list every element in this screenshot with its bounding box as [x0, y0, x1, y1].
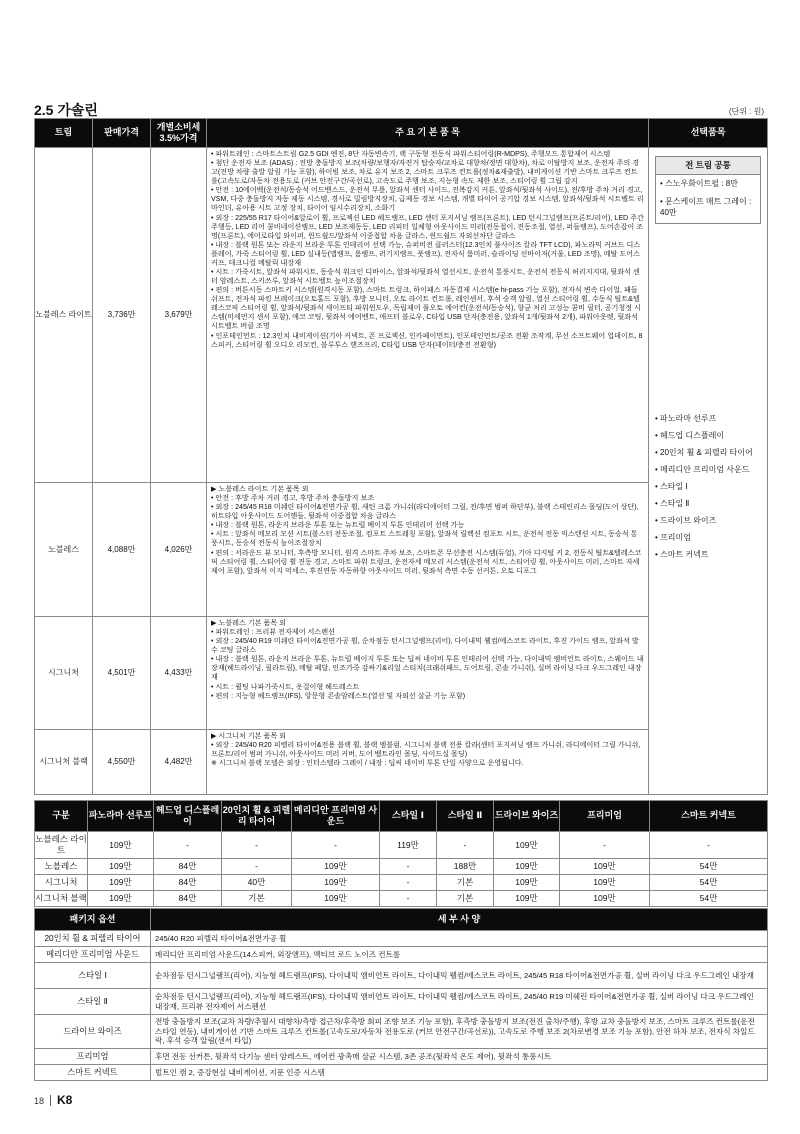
- feature-line: • 첨단 운전자 보조 (ADAS) : 전방 충돌방지 보조(차량/보행자/자전거 탑승자/교차로 대향차/정면 대향차), 차로 이탈방지 보조, 운전자 주의 경고(전방 차량 출발 알림 기능 포함), 하이빔 보조, 차로 유지 보조 2, 스마트 크루즈 컨트롤(정차&재출발), 내비게이션 기반 스마트 크루즈 컨트롤(고속도로/자동차 전용도로 (커브 안전구간/곡선로), 고속도로 주행 보조, 지능형 속도 제한 보조, 스티어링 휠 그립 감지: [211, 159, 640, 186]
- trim-name: 노블레스 라이트: [35, 148, 93, 483]
- option-cell: 119만: [380, 832, 437, 859]
- page-number: 18: [34, 1096, 45, 1106]
- options-column: [649, 148, 768, 795]
- option-cell: 84만: [154, 875, 222, 891]
- table-row: [35, 875, 768, 891]
- option-item: • 20인치 휠 & 피렐리 타이어: [655, 448, 753, 458]
- trim-price: 4,550만: [93, 730, 151, 795]
- option-cell: -: [222, 859, 292, 875]
- package-name: 메리디안 프리미엄 사운드: [35, 947, 151, 963]
- feature-line: • 외장 : 225/55 R17 타이어&알로이 휠, 프로젝션 LED 헤드램프, LED 센터 포지셔닝 램프(프론트), LED 턴시그널램프(프론트/리어), LED 주간 주행등, LED 리어 콤비네이션램프, LED 보조제동등, LED 리피터 일체형 아웃사이드 미러(전동접이, 전동조절, 열선, 퍼들램프), 도어손잡이 조명(프론트), 에어로타입 와이퍼, 윈드쉴드/앞좌석 이중접합 차음 글라스, 윈드쉴드 자외선차단 글라스: [211, 213, 644, 240]
- option-row-trim: 시그니처 블랙: [35, 891, 88, 907]
- feature-line: • 내장 : 블랙 원톤 또는 라운지 브라운 투톤 인테리어 선택 가능, 슈퍼비전 클러스터(12.3인치 풀사이즈 칼라 TFT LCD), 파노라믹 커브드 디스플레이, 가죽 스티어링 휠, LED 실내등(맵램프, 룸램프, 러기지램프, 풋램프), 전자식 룸미러, 슬라이딩 선바이저(거울, LED 조명), 메탈 도어스커프, 테크니컬 메탈릭 내장재: [211, 240, 641, 267]
- option-cell: -: [380, 891, 437, 907]
- feature-line: • 시트 : 가죽시트, 앞좌석 파워시트, 동승석 워크인 디바이스, 앞좌석/뒷좌석 열선시트, 운전석 통풍시트, 운전석 전동식 허리지지대, 뒷좌석 센터 암레스트, 스키쓰루, 앞좌석 시트벨트 높이조절장치: [211, 268, 640, 286]
- table-row: [35, 931, 768, 947]
- option-cell: 109만: [88, 859, 154, 875]
- table-row: [35, 859, 768, 875]
- trim-price: 3,736만: [93, 148, 151, 483]
- common-box-title: 전 트림 공통: [656, 157, 760, 175]
- header-options: 선택품목: [649, 119, 768, 148]
- feature-line: • 외장 : 245/40 R19 미쉐린 타이어&전면가공 휠, 순차점등 턴시그널램프(리어), 다이내믹 웰컴/에스코트 라이트, 후진 가이드 램프, 앞좌석 발수 코팅 글라스: [211, 637, 639, 655]
- package-detail: 메리디안 프리미엄 사운드(14스피커, 외장앰프), 액티브 로드 노이즈 컨트롤: [151, 947, 768, 963]
- option-header: 프리미엄: [560, 801, 650, 832]
- feature-line: • 외장 : 245/45 R18 미쉐린 타이어&전면가공 휠, 새틴 크롬 가니쉬(라디에이터 그릴, 전/후면 범퍼 하단부), 블랙 스테인리스 몰딩(도어 상단), 히트타입 아웃사이드 도어핸들, 뒷좌석 이중접합 차음 글라스: [211, 503, 639, 521]
- header-features: 주 요 기 본 품 목: [207, 119, 649, 148]
- trim-tax-price: 4,433만: [151, 617, 207, 730]
- trim-feature-table: [34, 118, 768, 795]
- package-detail: 순차점등 턴시그널램프(리어), 지능형 헤드램프(IFS), 다이내믹 앰비언트 라이트, 다이내믹 웰컴/에스코트 라이트, 245/40 R19 미쉐린 타이어&전면가공 휠, 실버 라이닝 다크 우드그레인 내장재, 프리뷰 전자제어 서스펜션: [151, 989, 768, 1015]
- option-cell: 109만: [88, 875, 154, 891]
- option-header: 드라이브 와이즈: [494, 801, 560, 832]
- feature-line: ※ 시그니처 블랙 모델은 외장 : 인터스텔라 그레이 / 내장 : 딥씨 네이비 투톤 단일 사양으로 운영됩니다.: [211, 759, 524, 768]
- package-name: 스타일 Ⅰ: [35, 963, 151, 989]
- option-cell: 54만: [650, 859, 768, 875]
- option-item: • 스마트 커넥트: [655, 550, 709, 560]
- trim-name: 시그니처: [35, 617, 93, 730]
- option-item: • 프리미엄: [655, 533, 691, 543]
- package-detail: 전방 충돌방지 보조(교차 차량/추월시 대향차/측방 접근차/후측방 회피 조향 보조 기능 포함), 후측방 충돌방지 보조(전진 출차/주행), 후방 교차 충돌방지 보조, 스마트 크루즈 컨트롤(운전 스타일 연동), 내비게이션 기반 스마트 크루즈 컨트롤(고속도로/자동차 전용도로 (커브 안전구간/곡선로)), 고속도로 주행 보조 2(차로변경 보조 기능 포함), 안전 하차 보조, 전자식 차일드락, 후석 승객 알림(센서 타입): [151, 1015, 768, 1049]
- detail-header: 세 부 사 양: [151, 909, 768, 931]
- feature-line: ▶ 노블레스 기본 품목 외: [211, 619, 287, 627]
- option-row-trim: 노블레스: [35, 859, 88, 875]
- package-table: [34, 908, 768, 1081]
- option-cell: -: [560, 832, 650, 859]
- page-footer: [34, 1093, 72, 1107]
- option-cell: -: [437, 832, 494, 859]
- feature-line: • 시트 : 앞좌석 메모리 모션 시트(볼스터 전동조절, 컴포트 스트레칭 포함), 앞좌석 릴렉션 컴포트 시트, 운전석 전동 익스텐션 시트, 동승석 통풍시트, 동승석 전동식 높이조절장치: [211, 530, 638, 548]
- option-cell: 109만: [494, 859, 560, 875]
- option-cell: 188만: [437, 859, 494, 875]
- option-cell: 109만: [494, 891, 560, 907]
- package-detail: 245/40 R20 피렐리 타이어&전면가공 휠: [151, 931, 768, 947]
- header-price: 판매가격: [93, 119, 151, 148]
- feature-line: • 안전 : 10에어백(운전석/동승석 어드밴스드, 운전석 무릎, 앞좌석 센터 사이드, 전복감지 커튼, 앞좌석/뒷좌석 사이드), 전/후방 주차 거리 경고, VSM, 다중 충돌방지 자동 제동 시스템, 경사로 밀림방지장치, 급제동 경보 시스템, 개별 타이어 공기압 경보 시스템, 앞좌석/뒷좌석 시트벨트 리마인더, 유아용 시트 고정 장치, 타이어 임시수리장치, 소화기: [211, 186, 644, 213]
- option-cell: 109만: [494, 875, 560, 891]
- options-list: [655, 414, 761, 560]
- trim-name: 시그니처 블랙: [35, 730, 93, 795]
- option-cell: 84만: [154, 859, 222, 875]
- option-cell: 109만: [88, 891, 154, 907]
- package-detail: 빌트인 캠 2, 증강현실 내비게이션, 지문 인증 시스템: [151, 1065, 768, 1081]
- feature-line: • 내장 : 블랙 원톤, 라운지 브라운 투톤, 뉴트럴 베이지 투톤 또는 딥씨 네이비 투톤 인테리어 선택 가능, 다이내믹 앰비언트 라이트, 스웨이드 내장재(헤드라이닝, 필라트림), 메탈 페달, 인조가죽 감싸기&리얼 스티치(크래쉬패드, 도어트림, 콘솔 가니쉬), 실버 라이닝 다크 우드그레인 내장재: [211, 655, 644, 682]
- table-row: [35, 947, 768, 963]
- option-item: • 메리디안 프리미엄 사운드: [655, 465, 750, 475]
- option-cell: -: [380, 859, 437, 875]
- option-header: 구분: [35, 801, 88, 832]
- common-box-item: • 문스케이프 매트 그레이 : 40만: [660, 197, 752, 218]
- feature-line: • 시트 : 퀼팅 나파가죽시트, 옷걸이형 헤드레스트: [211, 682, 360, 691]
- option-item: • 스타일 Ⅰ: [655, 482, 688, 492]
- package-name: 스타일 Ⅱ: [35, 989, 151, 1015]
- trim-features: [207, 617, 649, 730]
- package-detail: 후면 전동 선커튼, 뒷좌석 다기능 센터 암레스트, 에어컨 광촉매 살균 시스템, 3존 공조(뒷좌석 온도 제어), 뒷좌석 통풍시트: [151, 1049, 768, 1065]
- option-header: 헤드업 디스플레이: [154, 801, 222, 832]
- option-cell: 109만: [560, 891, 650, 907]
- option-cell: -: [292, 832, 380, 859]
- option-row-trim: 노블레스 라이트: [35, 832, 88, 859]
- option-cell: -: [380, 875, 437, 891]
- option-header: 스타일 Ⅱ: [437, 801, 494, 832]
- trim-features: [207, 148, 649, 483]
- option-cell: 40만: [222, 875, 292, 891]
- option-header: 20인치 휠 & 피렐리 타이어: [222, 801, 292, 832]
- feature-line: • 인포테인먼트 : 12.3인치 내비게이션(기아 커넥트, 폰 프로젝션, 인카페이먼트), 인포테인먼트/공조 전환 조작계, 무선 소프트웨어 업데이트, 8스피커, 스티어링 휠 오디오 리모컨, 블루투스 핸즈프리, C타입 USB 단자(데이터/충전 전환형): [211, 331, 643, 349]
- feature-line: • 내장 : 블랙 원톤, 라운지 브라운 투톤 또는 뉴트럴 베이지 투톤 인테리어 선택 가능: [211, 521, 465, 530]
- package-name: 20인치 휠 & 피렐리 타이어: [35, 931, 151, 947]
- option-cell: 기본: [437, 875, 494, 891]
- option-cell: 109만: [560, 875, 650, 891]
- table-row: [35, 963, 768, 989]
- trim-tax-price: 4,482만: [151, 730, 207, 795]
- option-header: 스마트 커넥트: [650, 801, 768, 832]
- option-cell: -: [650, 832, 768, 859]
- table-row: [35, 891, 768, 907]
- header-trim: 트림: [35, 119, 93, 148]
- footer-divider: [50, 1095, 51, 1106]
- option-cell: 109만: [88, 832, 154, 859]
- trim-price: 4,501만: [93, 617, 151, 730]
- option-cell: 109만: [494, 832, 560, 859]
- option-cell: -: [154, 832, 222, 859]
- table-row: [35, 1015, 768, 1049]
- option-header: 스타일 Ⅰ: [380, 801, 437, 832]
- trim-tax-price: 4,026만: [151, 483, 207, 617]
- table-row: [35, 989, 768, 1015]
- table-row: [35, 1049, 768, 1065]
- option-header: 메리디안 프리미엄 사운드: [292, 801, 380, 832]
- option-cell: 84만: [154, 891, 222, 907]
- option-cell: 109만: [292, 875, 380, 891]
- option-item: • 드라이브 와이즈: [655, 516, 717, 526]
- package-name: 스마트 커넥트: [35, 1065, 151, 1081]
- package-header: 패키지 옵션: [35, 909, 151, 931]
- option-cell: 109만: [560, 859, 650, 875]
- feature-line: • 편의 : 지능형 헤드램프(IFS), 앙문형 콘솔암레스트(열선 및 자외선 살균 기능 포함): [211, 691, 466, 700]
- trim-name: 노블레스: [35, 483, 93, 617]
- feature-line: • 파워트레인 : 프리뷰 전자제어 서스펜션: [211, 628, 335, 637]
- common-box-item: • 스노우화이트펄 : 8만: [660, 178, 738, 188]
- table-row: [35, 832, 768, 859]
- unit-note: (단위 : 원): [728, 107, 764, 116]
- package-name: 드라이브 와이즈: [35, 1015, 151, 1049]
- feature-line: • 편의 : 서라운드 뷰 모니터, 후측방 모니터, 원격 스마트 주차 보조, 스마트폰 무선충전 시스템(듀얼), 기아 디지털 키 2, 전동식 틸트&텔레스코픽 스티어링 휠, 스티어링 휠 진동 경고, 스마트 파워 트렁크, 운전자세 메모리 시스템(운전석 시트, 스티어링 휠, 아웃사이드 미러, 스마트 자세 제어 포함), 앞좌석 이지 억세스, 후진연동 자동하향 아웃사이드 미러, 뒷좌석 측면 수동 선커튼, 오토 디포그: [211, 548, 642, 575]
- table-row: [35, 1065, 768, 1081]
- option-cell: 기본: [222, 891, 292, 907]
- option-cell: 109만: [292, 891, 380, 907]
- option-item: • 파노라마 선루프: [655, 414, 717, 424]
- feature-line: • 파워트레인 : 스마트스트림 G2.5 GDI 엔진, 8단 자동변속기, 랙 구동형 전동식 파워스티어링(R-MDPS), 주행모드 통합제어 시스템: [211, 150, 611, 158]
- option-cell: 54만: [650, 875, 768, 891]
- feature-line: ▶ 노블레스 라이트 기본 품목 외: [211, 485, 309, 493]
- option-price-table: [34, 800, 768, 907]
- trim-features: [207, 483, 649, 617]
- option-row-trim: 시그니처: [35, 875, 88, 891]
- option-cell: 기본: [437, 891, 494, 907]
- header-tax-price: 개별소비세 3.5%가격: [151, 119, 207, 148]
- feature-line: • 편의 : 버튼시동 스마트키 시스템(원격시동 포함), 스마트 트렁크, 하이패스 자동결제 시스템(e hi-pass 기능 포함), 전자식 변속 다이얼, 패들 쉬프트, 전자식 파킹 브레이크(오토홀드 포함), 후방 모니터, 오토 라이트 컨트롤, 레인센서, 후석 승객 알림, 열선 스티어링 휠, 수동식 틸트&텔레스코픽 스티어링 휠, 앞좌석/뒷좌석 세이프티 파워윈도우, 독립제어 풀오토 에어컨(운전석/동승석), 향균 처리 고성능 콤비 필터, 공기청정 시스템(미세먼지 센서 포함), 애코 코팅, 뒷좌석 에어벤트, 애프터 블로우, C타입 USB 단자(충전용, 앞좌석 1개/뒷좌석 2개), 파워아웃렛, 뒷좌석 시트벨트 버클 조명: [211, 286, 641, 331]
- package-name: 프리미엄: [35, 1049, 151, 1065]
- option-cell: 54만: [650, 891, 768, 907]
- option-cell: 109만: [292, 859, 380, 875]
- trim-price: 4,088만: [93, 483, 151, 617]
- model-name: K8: [57, 1093, 73, 1107]
- section-title: 2.5 가솔린: [34, 102, 98, 118]
- option-item: • 스타일 Ⅱ: [655, 499, 690, 509]
- feature-line: • 안전 : 후방 주차 거리 경고, 후방 주차 충돌방지 보조: [211, 494, 375, 503]
- package-detail: 순차점등 턴시그널램프(리어), 지능형 헤드램프(IFS), 다이내믹 앰비언트 라이트, 다이내믹 웰컴/에스코트 라이트, 245/45 R18 타이어&전면가공 휠, 실버 라이닝 다크 우드그레인 내장재: [151, 963, 768, 989]
- option-item: • 헤드업 디스플레이: [655, 431, 725, 441]
- feature-line: ▶ 시그니처 기본 품목 외: [211, 732, 287, 740]
- option-cell: -: [222, 832, 292, 859]
- trim-features: [207, 730, 649, 795]
- common-color-box: [655, 156, 761, 224]
- option-header: 파노라마 선루프: [88, 801, 154, 832]
- trim-tax-price: 3,679만: [151, 148, 207, 483]
- feature-line: • 외장 : 245/40 R20 피렐리 타이어&전용 블랙 휠, 블랙 엠블럼, 시그니처 블랙 전용 칼라(센터 포지셔닝 램프 가니쉬, 라디에이터 그릴 가니쉬, 프론트/리어 범퍼 가니쉬, 아웃사이드 미러 커버, 도어 벨트라인 몰딩, 사이드실 몰딩): [211, 741, 641, 759]
